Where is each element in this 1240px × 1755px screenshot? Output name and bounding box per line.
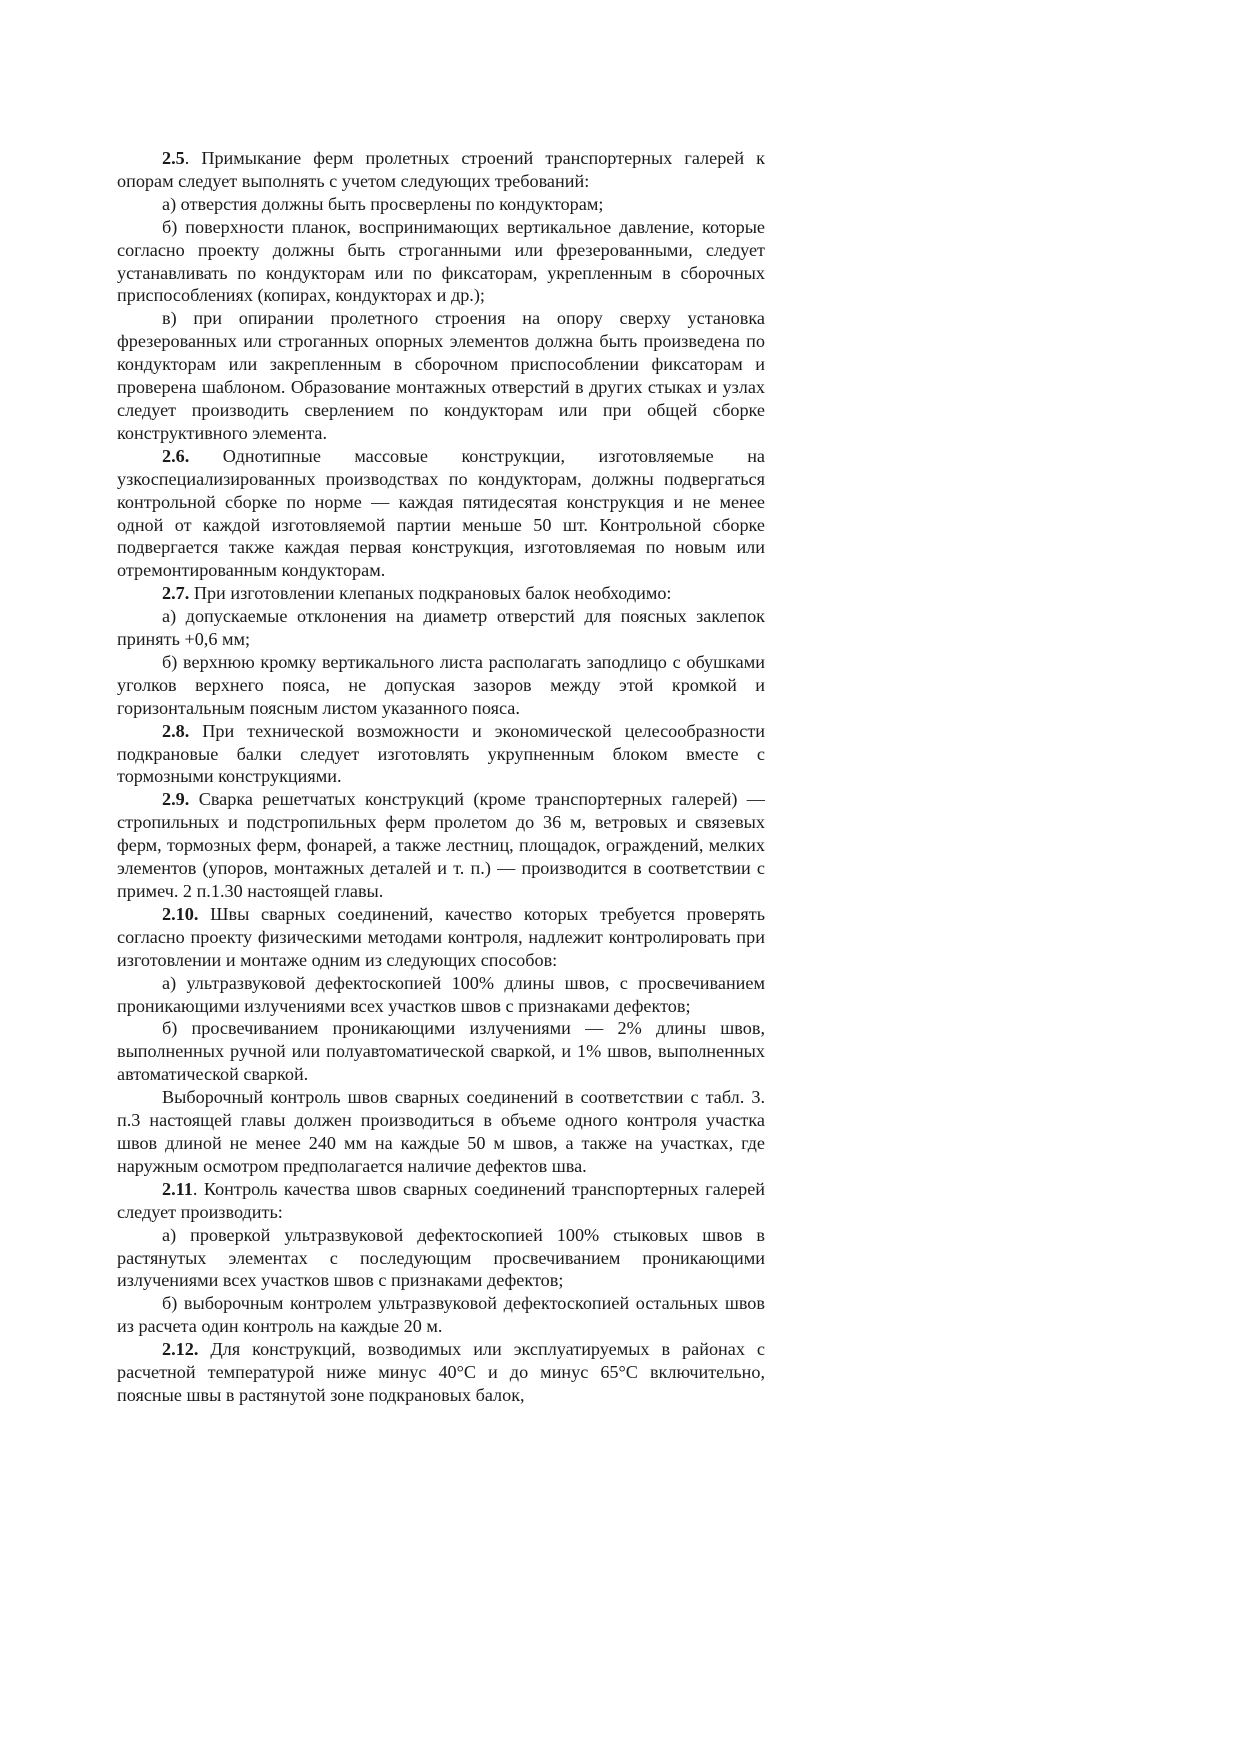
paragraph-2-7 [117, 582, 765, 605]
paragraph-text: б) просвечиванием проникающими излучениями — 2% длины швов, выполненных ручной или полуавтоматической сваркой, и 1% швов, выполненных автоматической сваркой. [117, 1018, 765, 1085]
clause-number: 2.11 [162, 1178, 193, 1199]
paragraph-text: б) поверхности планок, воспринимающих вертикальное давление, которые согласно проекту должны быть строганными или фрезерованными, следует устанавливать по кондукторам или по фиксаторам, укрепленным в сборочных приспособлениях (копирах, кондукторах и др.); [117, 216, 765, 306]
paragraph-2-10 [117, 903, 765, 972]
paragraph-text: а) отверстия должны быть просверлены по кондукторам; [162, 193, 604, 214]
paragraph-2-5 [117, 147, 765, 193]
paragraph-text: в) при опирании пролетного строения на опору сверху установка фрезерованных или строганных опорных элементов должна быть произведена по кондукторам или закрепленным в сборочном приспособлении фиксаторам и проверена шаблоном. Образование монтажных отверстий в других стыках и узлах следует производить сверлением по кондукторам или при общей сборке конструктивного элемента. [117, 308, 765, 443]
paragraph-2-7-a [117, 605, 765, 651]
paragraph-text: Выборочный контроль швов сварных соединений в соответствии с табл. 3. п.3 настоящей главы должен производиться в объеме одного контроля участка швов длиной не менее 240 мм на каждые 50 м швов, а также на участках, где наружным осмотром предполагается наличие дефектов шва. [117, 1087, 765, 1176]
paragraph-2-11-b [117, 1292, 765, 1338]
paragraph-text: При изготовлении клепаных подкрановых балок необходимо: [189, 583, 672, 604]
paragraph-2-8 [117, 720, 765, 789]
paragraph-text: Швы сварных соединений, качество которых требуется проверять согласно проекту физическими методами контроля, надлежит контролировать при изготовлении и монтаже одним из следующих способов: [117, 903, 765, 970]
paragraph-text: б) верхнюю кромку вертикального листа располагать заподлицо с обушками уголков верхнего пояса, не допуская зазоров между этой кромкой и горизонтальным поясным листом указанного пояса. [117, 651, 765, 718]
paragraph-2-12 [117, 1338, 765, 1407]
paragraph-text: . Контроль качества швов сварных соединений транспортерных галерей следует производить: [117, 1178, 765, 1222]
paragraph-2-11-a [117, 1224, 765, 1293]
paragraph-text: Сварка решетчатых конструкций (кроме транспортерных галерей) — стропильных и подстропильных ферм пролетом до 36 м, ветровых и связевых ферм, тормозных ферм, фонарей, а также лестниц, площадок, ограждений, мелких элементов (упоров, монтажных деталей и т. п.) — производится в соответствии с примеч. 2 п.1.30 настоящей главы. [117, 789, 765, 901]
paragraph-2-5-a [117, 193, 765, 216]
paragraph-text: Однотипные массовые конструкции, изготовляемые на узкоспециализированных производствах по кондукторам, должны подвергаться контрольной сборке по норме — каждая пятидесятая конструкция и не менее одной от каждой изготовляемой партии меньше 50 шт. Контрольной сборке подвергается также каждая первая конструкция, изготовляемая по новым или отремонтированным кондукторам. [117, 445, 765, 581]
clause-number: 2.9. [162, 789, 190, 810]
paragraph-2-11 [117, 1178, 765, 1224]
clause-number: 2.7. [162, 583, 190, 604]
paragraph-2-5-v [117, 307, 765, 444]
paragraph-text: а) проверкой ультразвуковой дефектоскопией 100% стыковых швов в растянутых элементах с последующим просвечиванием проникающими излучениями всех участков швов с признаками дефектов; [117, 1224, 765, 1291]
paragraph-text: б) выборочным контролем ультразвуковой дефектоскопией остальных швов из расчета один контроль на каждые 20 м. [117, 1293, 765, 1337]
paragraph-2-10-a [117, 972, 765, 1018]
clause-number: 2.6. [162, 445, 190, 466]
clause-number: 2.5 [162, 148, 185, 168]
clause-number: 2.8. [162, 720, 190, 741]
paragraph-text: Для конструкций, возводимых или эксплуатируемых в районах с расчетной температурой ниже минус 40°С и до минус 65°С включительно, поясные швы в растянутой зоне подкрановых балок, [117, 1339, 765, 1405]
paragraph-2-10-sample [117, 1086, 765, 1178]
paragraph-text: а) допускаемые отклонения на диаметр отверстий для поясных заклепок принять +0,6 мм; [117, 606, 765, 650]
paragraph-2-9 [117, 788, 765, 903]
paragraph-2-6 [117, 445, 765, 582]
paragraph-2-5-b [117, 216, 765, 308]
paragraph-text: а) ультразвуковой дефектоскопией 100% длины швов, с просвечиванием проникающими излучениями всех участков швов с признаками дефектов; [117, 972, 765, 1016]
paragraph-text: При технической возможности и экономической целесообразности подкрановые балки следует изготовлять укрупненным блоком вместе с тормозными конструкциями. [117, 720, 765, 787]
paragraph-text: . Примыкание ферм пролетных строений транспортерных галерей к опорам следует выполнять с учетом следующих требований: [117, 148, 765, 191]
paragraph-2-10-b [117, 1017, 765, 1086]
clause-number: 2.12. [162, 1339, 199, 1360]
document-page [117, 147, 765, 1407]
paragraph-2-7-b [117, 651, 765, 720]
clause-number: 2.10. [162, 903, 199, 924]
